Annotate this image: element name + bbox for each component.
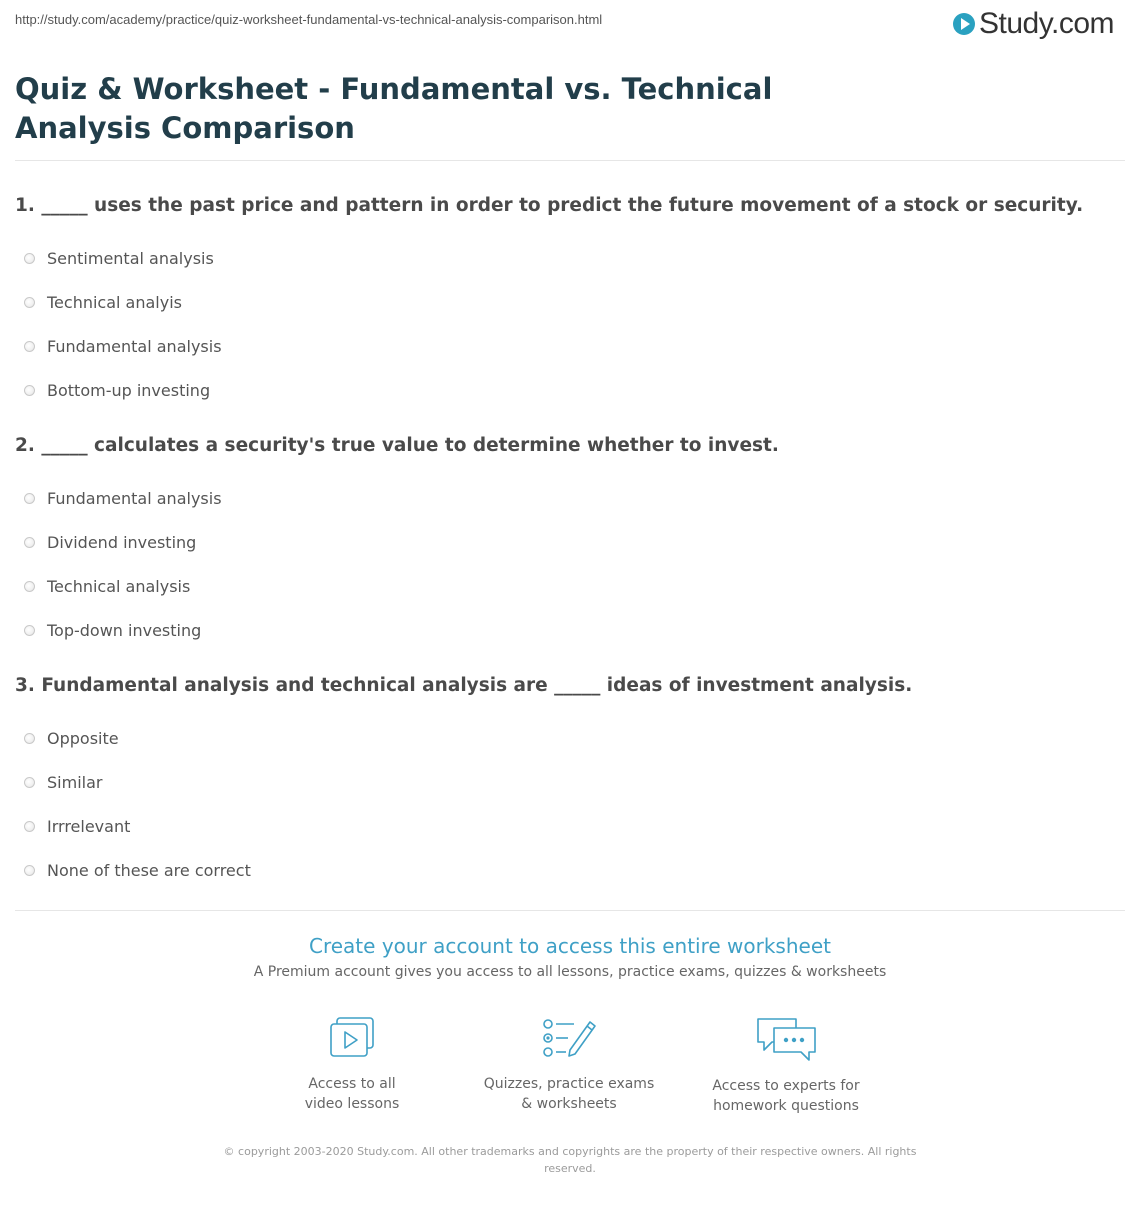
- radio-button[interactable]: [24, 821, 35, 832]
- title-divider: [15, 160, 1125, 161]
- feature-label-line: & worksheets: [521, 1096, 617, 1112]
- feature-label-line: video lessons: [304, 1096, 400, 1112]
- option-label: Irrrelevant: [47, 816, 131, 836]
- radio-button[interactable]: [24, 493, 35, 504]
- copyright-text: © copyright 2003-2020 Study.com. All other trademarks and copyrights are the property of their respective owners. All rights reserved.: [223, 1145, 917, 1175]
- answer-options: [15, 476, 1125, 652]
- radio-button[interactable]: [24, 341, 35, 352]
- answer-option[interactable]: [15, 236, 1125, 280]
- feature-label-line: Access to all: [308, 1076, 396, 1092]
- answer-options: [15, 716, 1125, 892]
- radio-button[interactable]: [24, 733, 35, 744]
- feature-label-line: Access to experts for: [712, 1078, 860, 1094]
- radio-button[interactable]: [24, 297, 35, 308]
- feature-label: [469, 1074, 669, 1114]
- option-label: Fundamental analysis: [47, 488, 222, 508]
- answer-option[interactable]: [15, 804, 1125, 848]
- top-bar: [0, 0, 1140, 48]
- signup-cta: [0, 934, 1140, 980]
- answer-option[interactable]: [15, 848, 1125, 892]
- question-text: 2. _____ calculates a security's true value to determine whether to invest.: [15, 435, 779, 456]
- question-1: [15, 194, 1125, 412]
- radio-button[interactable]: [24, 385, 35, 396]
- option-label: Technical analyis: [47, 292, 182, 312]
- answer-option[interactable]: [15, 324, 1125, 368]
- logo-text: Study.com: [979, 7, 1114, 40]
- answer-option[interactable]: [15, 608, 1125, 652]
- option-label: Sentimental analysis: [47, 248, 214, 268]
- option-label: Similar: [47, 772, 103, 792]
- radio-button[interactable]: [24, 537, 35, 548]
- answer-options: [15, 236, 1125, 412]
- feature-label: [252, 1074, 452, 1114]
- option-label: Dividend investing: [47, 532, 197, 552]
- question-text: 1. _____ uses the past price and pattern in order to predict the future movement of a stock or security.: [15, 195, 1084, 216]
- video-lessons-icon: [326, 1016, 378, 1060]
- feature-label-line: Quizzes, practice exams: [483, 1076, 655, 1092]
- radio-button[interactable]: [24, 777, 35, 788]
- option-label: None of these are correct: [47, 860, 251, 880]
- option-label: Top-down investing: [47, 620, 202, 640]
- page-title: Quiz & Worksheet - Fundamental vs. Technical Analysis Comparison: [15, 72, 773, 145]
- footer: [0, 1143, 1140, 1177]
- question-2: [15, 434, 1125, 652]
- cta-subtitle: A Premium account gives you access to all lessons, practice exams, quizzes & worksheets: [253, 964, 887, 980]
- radio-button[interactable]: [24, 253, 35, 264]
- feature-label: [686, 1076, 886, 1116]
- play-logo-icon: [953, 13, 975, 35]
- page-url: http://study.com/academy/practice/quiz-worksheet-fundamental-vs-technical-analysis-comparison.html: [15, 12, 603, 27]
- feature-quizzes: [469, 1016, 669, 1114]
- option-label: Technical analysis: [47, 576, 191, 596]
- feature-video-lessons: [252, 1016, 452, 1114]
- feature-label-line: homework questions: [713, 1098, 859, 1114]
- option-label: Bottom-up investing: [47, 380, 211, 400]
- chat-bubbles-icon: [754, 1016, 818, 1062]
- radio-button[interactable]: [24, 625, 35, 636]
- answer-option[interactable]: [15, 716, 1125, 760]
- radio-button[interactable]: [24, 865, 35, 876]
- cta-title-link[interactable]: Create your account to access this entire worksheet: [309, 934, 831, 958]
- answer-option[interactable]: [15, 564, 1125, 608]
- answer-option[interactable]: [15, 520, 1125, 564]
- study-logo[interactable]: [953, 6, 1114, 42]
- answer-option[interactable]: [15, 476, 1125, 520]
- answer-option[interactable]: [15, 760, 1125, 804]
- question-text: 3. Fundamental analysis and technical analysis are _____ ideas of investment analysis.: [15, 675, 913, 696]
- quiz-checklist-icon: [540, 1016, 598, 1060]
- answer-option[interactable]: [15, 280, 1125, 324]
- option-label: Fundamental analysis: [47, 336, 222, 356]
- question-3: [15, 674, 1125, 892]
- option-label: Opposite: [47, 728, 119, 748]
- radio-button[interactable]: [24, 581, 35, 592]
- answer-option[interactable]: [15, 368, 1125, 412]
- feature-experts: [686, 1016, 886, 1116]
- cta-divider: [15, 910, 1125, 911]
